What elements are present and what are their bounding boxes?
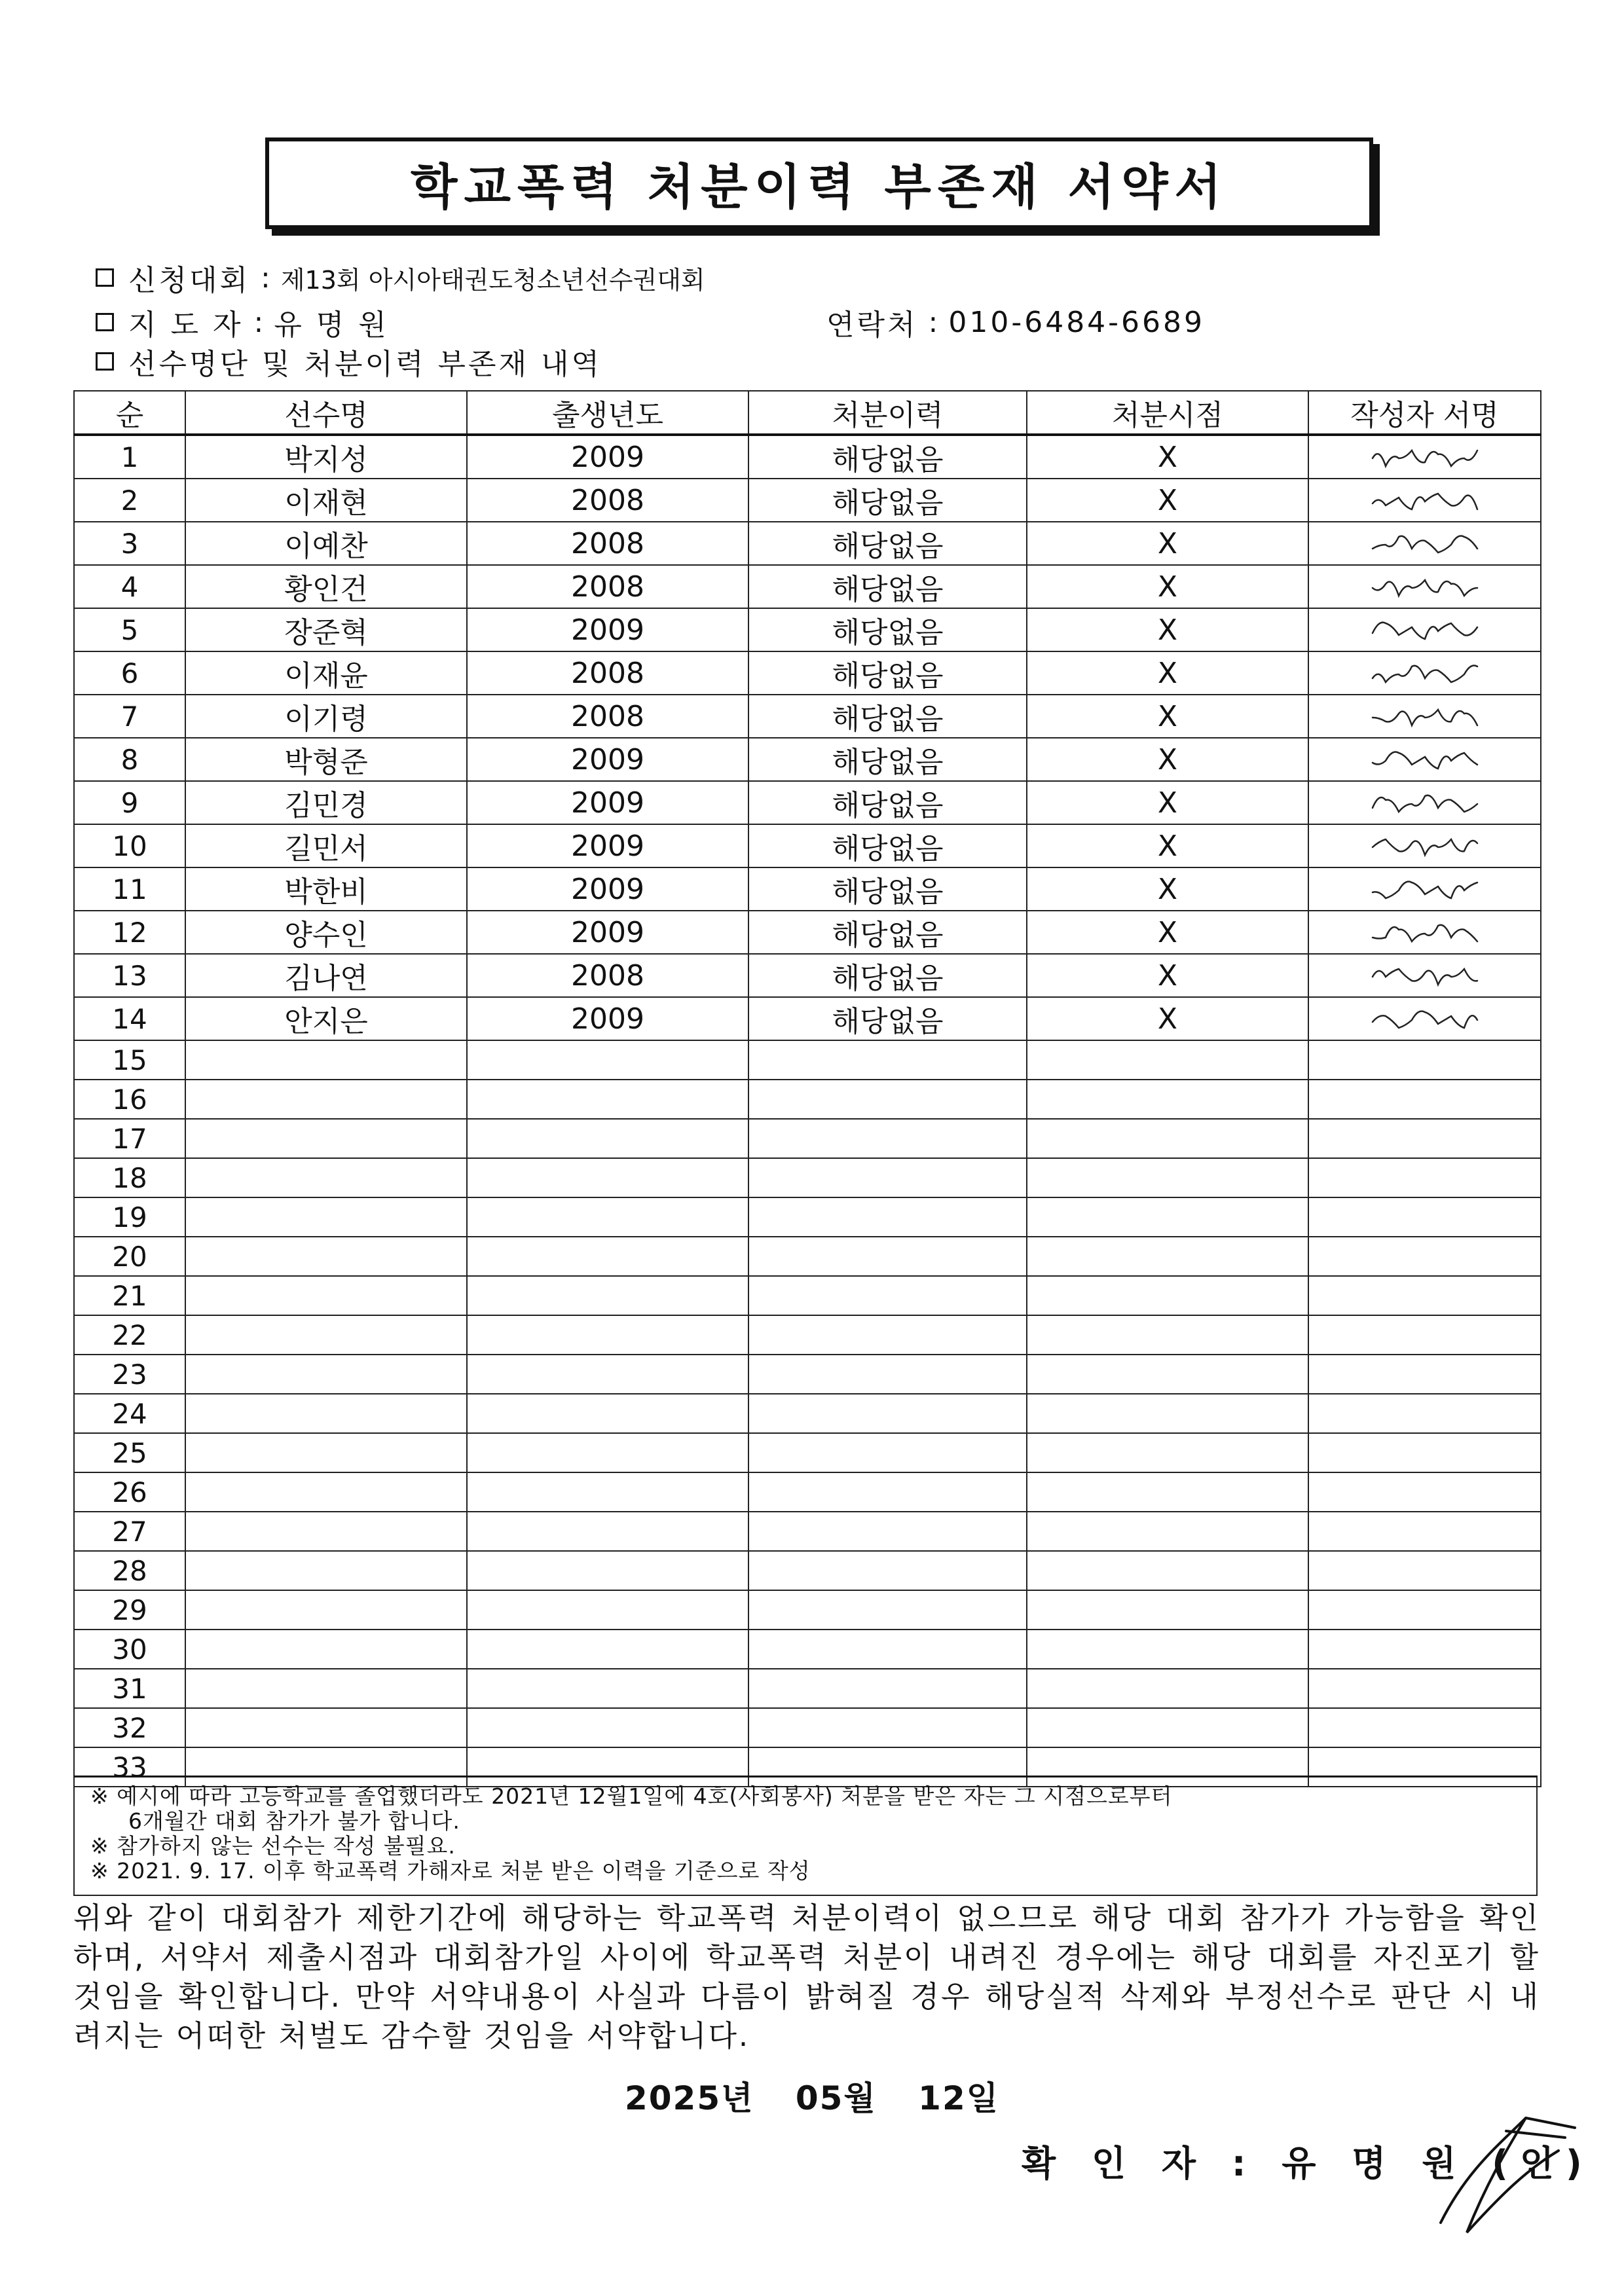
cell-no: 16 — [74, 1080, 185, 1119]
table-row — [74, 1158, 1541, 1197]
cell-disposition-time — [1027, 1315, 1308, 1355]
cell-signature — [1308, 1197, 1541, 1237]
cell-disposition-history — [748, 1080, 1027, 1119]
cell-disposition-time — [1027, 1512, 1308, 1551]
cell-birth-year — [467, 1158, 748, 1197]
cell-disposition-time: X — [1027, 954, 1308, 997]
cell-name — [185, 1276, 467, 1315]
cell-name — [185, 1512, 467, 1551]
table-row — [74, 1276, 1541, 1315]
table-row — [74, 1669, 1541, 1708]
cell-birth-year — [467, 1355, 748, 1394]
signature-scribble — [1359, 483, 1490, 517]
cell-no: 30 — [74, 1630, 185, 1669]
confirmer-label: 확 인 자 : — [1022, 2143, 1258, 2184]
cell-signature — [1308, 738, 1541, 781]
date-year: 2025년 — [624, 2079, 754, 2117]
cell-signature — [1308, 1472, 1541, 1512]
cell-disposition-history — [748, 1237, 1027, 1276]
note-line: 6개월간 대회 참가가 불가 합니다. — [128, 1808, 460, 1834]
signature-scribble — [1359, 440, 1490, 474]
cell-disposition-time — [1027, 1158, 1308, 1197]
cell-no: 25 — [74, 1433, 185, 1472]
document-title-box — [265, 137, 1373, 229]
cell-disposition-time — [1027, 1472, 1308, 1512]
cell-birth-year — [467, 1197, 748, 1237]
table-row — [74, 1551, 1541, 1590]
cell-no: 33 — [74, 1747, 185, 1787]
cell-disposition-history — [748, 1551, 1027, 1590]
cell-signature — [1308, 1080, 1541, 1119]
cell-no: 32 — [74, 1708, 185, 1747]
contact-line — [826, 301, 1205, 343]
cell-no: 23 — [74, 1355, 185, 1394]
cell-disposition-history — [748, 1276, 1027, 1315]
cell-disposition-time: X — [1027, 695, 1308, 738]
cell-no: 28 — [74, 1551, 185, 1590]
header-name: 선수명 — [185, 391, 467, 435]
cell-no: 4 — [74, 565, 185, 608]
cell-signature — [1308, 608, 1541, 651]
cell-signature — [1308, 1551, 1541, 1590]
cell-birth-year — [467, 1551, 748, 1590]
cell-disposition-time — [1027, 1197, 1308, 1237]
cell-signature — [1308, 651, 1541, 695]
cell-name — [185, 1394, 467, 1433]
table-header-row — [74, 391, 1541, 435]
signature-scribble — [1359, 786, 1490, 820]
table-row — [74, 695, 1541, 738]
table-row — [74, 1355, 1541, 1394]
cell-disposition-time — [1027, 1630, 1308, 1669]
cell-birth-year: 2008 — [467, 565, 748, 608]
table-row — [74, 738, 1541, 781]
cell-signature — [1308, 1355, 1541, 1394]
cell-birth-year — [467, 1119, 748, 1158]
cell-disposition-time: X — [1027, 781, 1308, 824]
cell-no: 11 — [74, 867, 185, 911]
cell-disposition-history: 해당없음 — [748, 435, 1027, 479]
signature-scribble — [1359, 570, 1490, 604]
cell-disposition-history: 해당없음 — [748, 522, 1027, 565]
cell-disposition-time: X — [1027, 479, 1308, 522]
cell-disposition-history: 해당없음 — [748, 824, 1027, 867]
cell-birth-year — [467, 1237, 748, 1276]
table-row — [74, 1512, 1541, 1551]
cell-birth-year: 2009 — [467, 997, 748, 1040]
signature-scribble — [1359, 958, 1490, 993]
cell-signature — [1308, 1433, 1541, 1472]
cell-signature — [1308, 1708, 1541, 1747]
cell-birth-year — [467, 1276, 748, 1315]
cell-name: 박한비 — [185, 867, 467, 911]
cell-disposition-time: X — [1027, 911, 1308, 954]
cell-birth-year: 2009 — [467, 738, 748, 781]
cell-disposition-history: 해당없음 — [748, 565, 1027, 608]
cell-no: 14 — [74, 997, 185, 1040]
note-line: ※ 예시에 따라 고등학교를 졸업했더라도 2021년 12월1일에 4호(사회봉사) 처분을 받은 자는 그 시점으로부터 — [90, 1783, 1173, 1809]
table-row — [74, 1119, 1541, 1158]
cell-signature — [1308, 479, 1541, 522]
table-row — [74, 565, 1541, 608]
cell-disposition-history — [748, 1197, 1027, 1237]
cell-disposition-time — [1027, 1040, 1308, 1080]
cell-signature — [1308, 911, 1541, 954]
cell-birth-year: 2008 — [467, 695, 748, 738]
cell-disposition-time — [1027, 1080, 1308, 1119]
cell-birth-year: 2009 — [467, 435, 748, 479]
cell-disposition-time — [1027, 1551, 1308, 1590]
cell-signature — [1308, 1394, 1541, 1433]
cell-disposition-time: X — [1027, 435, 1308, 479]
cell-name — [185, 1119, 467, 1158]
cell-disposition-time — [1027, 1276, 1308, 1315]
table-row — [74, 479, 1541, 522]
cell-birth-year — [467, 1590, 748, 1630]
cell-disposition-history: 해당없음 — [748, 608, 1027, 651]
header-signature: 작성자 서명 — [1308, 391, 1541, 435]
cell-signature — [1308, 1512, 1541, 1551]
notes-box — [73, 1776, 1538, 1896]
signature-scribble — [1359, 699, 1490, 733]
cell-disposition-time: X — [1027, 824, 1308, 867]
competition-line — [96, 257, 705, 299]
cell-signature — [1308, 695, 1541, 738]
cell-name: 장준혁 — [185, 608, 467, 651]
cell-birth-year: 2008 — [467, 479, 748, 522]
cell-no: 9 — [74, 781, 185, 824]
cell-no: 12 — [74, 911, 185, 954]
cell-name: 김민경 — [185, 781, 467, 824]
signature-scribble — [1359, 742, 1490, 776]
cell-name — [185, 1669, 467, 1708]
cell-no: 18 — [74, 1158, 185, 1197]
cell-name — [185, 1237, 467, 1276]
cell-no: 26 — [74, 1472, 185, 1512]
cell-signature — [1308, 1040, 1541, 1080]
cell-no: 10 — [74, 824, 185, 867]
table-row — [74, 997, 1541, 1040]
table-row — [74, 911, 1541, 954]
cell-no: 27 — [74, 1512, 185, 1551]
cell-disposition-history: 해당없음 — [748, 479, 1027, 522]
table-row — [74, 1315, 1541, 1355]
cell-name: 이재현 — [185, 479, 467, 522]
table-row — [74, 1472, 1541, 1512]
signature-scribble — [1359, 1002, 1490, 1036]
table-row — [74, 1040, 1541, 1080]
cell-name: 이재윤 — [185, 651, 467, 695]
cell-disposition-history: 해당없음 — [748, 954, 1027, 997]
roster-table — [73, 390, 1541, 1787]
table-row — [74, 1433, 1541, 1472]
table-row — [74, 1630, 1541, 1669]
table-row — [74, 1197, 1541, 1237]
cell-signature — [1308, 1315, 1541, 1355]
cell-no: 2 — [74, 479, 185, 522]
table-row — [74, 824, 1541, 867]
cell-disposition-time: X — [1027, 522, 1308, 565]
cell-birth-year — [467, 1669, 748, 1708]
checkbox-icon — [96, 313, 114, 331]
cell-signature — [1308, 1237, 1541, 1276]
handwritten-signature-stroke — [1428, 2092, 1585, 2242]
cell-birth-year: 2008 — [467, 651, 748, 695]
cell-disposition-history — [748, 1630, 1027, 1669]
cell-signature — [1308, 1630, 1541, 1669]
cell-name — [185, 1158, 467, 1197]
coach-label: 지 도 자 — [128, 308, 244, 342]
cell-disposition-time — [1027, 1590, 1308, 1630]
confirmer-name: 유 명 원 — [1282, 2143, 1468, 2184]
table-row — [74, 1080, 1541, 1119]
cell-disposition-history: 해당없음 — [748, 695, 1027, 738]
header-disposition-time: 처분시점 — [1027, 391, 1308, 435]
cell-no: 5 — [74, 608, 185, 651]
cell-name: 이기령 — [185, 695, 467, 738]
signature-scribble — [1359, 526, 1490, 560]
table-row — [74, 867, 1541, 911]
cell-name: 양수인 — [185, 911, 467, 954]
cell-birth-year: 2009 — [467, 824, 748, 867]
cell-disposition-time — [1027, 1119, 1308, 1158]
signature-scribble — [1359, 613, 1490, 647]
roster-label: 선수명단 및 처분이력 부존재 내역 — [128, 348, 602, 381]
cell-no: 24 — [74, 1394, 185, 1433]
cell-signature — [1308, 1276, 1541, 1315]
cell-signature — [1308, 824, 1541, 867]
cell-name: 길민서 — [185, 824, 467, 867]
signature-scribble — [1359, 915, 1490, 949]
cell-name — [185, 1630, 467, 1669]
cell-no: 8 — [74, 738, 185, 781]
coach-value: 유 명 원 — [274, 308, 389, 342]
cell-no: 22 — [74, 1315, 185, 1355]
cell-disposition-time: X — [1027, 608, 1308, 651]
cell-disposition-history: 해당없음 — [748, 738, 1027, 781]
checkbox-icon — [96, 352, 114, 371]
signature-scribble — [1359, 829, 1490, 863]
cell-disposition-time: X — [1027, 565, 1308, 608]
cell-birth-year — [467, 1512, 748, 1551]
cell-disposition-history — [748, 1394, 1027, 1433]
cell-birth-year — [467, 1040, 748, 1080]
cell-name — [185, 1315, 467, 1355]
cell-disposition-history — [748, 1158, 1027, 1197]
cell-name: 안지은 — [185, 997, 467, 1040]
cell-birth-year: 2008 — [467, 522, 748, 565]
colon: : — [261, 261, 270, 295]
competition-label: 신청대회 — [128, 264, 251, 297]
cell-disposition-history: 해당없음 — [748, 867, 1027, 911]
cell-signature — [1308, 565, 1541, 608]
cell-name — [185, 1080, 467, 1119]
cell-name — [185, 1551, 467, 1590]
header-disposition-history: 처분이력 — [748, 391, 1027, 435]
cell-no: 21 — [74, 1276, 185, 1315]
contact-label: 연락처 — [826, 308, 918, 342]
roster-line — [96, 340, 602, 382]
cell-disposition-time: X — [1027, 738, 1308, 781]
checkbox-icon — [96, 268, 114, 287]
cell-birth-year — [467, 1708, 748, 1747]
table-row — [74, 954, 1541, 997]
table-row — [74, 1590, 1541, 1630]
cell-name — [185, 1040, 467, 1080]
cell-disposition-time: X — [1027, 867, 1308, 911]
cell-signature — [1308, 1158, 1541, 1197]
cell-name — [185, 1433, 467, 1472]
table-row — [74, 608, 1541, 651]
cell-birth-year — [467, 1472, 748, 1512]
cell-disposition-history: 해당없음 — [748, 651, 1027, 695]
competition-value: 제13회 아시아태권도청소년선수권대회 — [280, 265, 705, 295]
cell-birth-year — [467, 1315, 748, 1355]
cell-name — [185, 1197, 467, 1237]
header-no: 순 — [74, 391, 185, 435]
cell-disposition-history — [748, 1512, 1027, 1551]
table-row — [74, 1708, 1541, 1747]
signature-scribble — [1359, 656, 1490, 690]
cell-no: 20 — [74, 1237, 185, 1276]
cell-signature — [1308, 1590, 1541, 1630]
cell-name: 박지성 — [185, 435, 467, 479]
cell-signature — [1308, 781, 1541, 824]
cell-birth-year: 2009 — [467, 781, 748, 824]
cell-birth-year — [467, 1630, 748, 1669]
cell-name: 김나연 — [185, 954, 467, 997]
cell-birth-year: 2009 — [467, 911, 748, 954]
cell-signature — [1308, 435, 1541, 479]
cell-name: 이예찬 — [185, 522, 467, 565]
cell-no: 17 — [74, 1119, 185, 1158]
cell-name — [185, 1355, 467, 1394]
cell-signature — [1308, 1669, 1541, 1708]
pledge-text: 위와 같이 대회참가 제한기간에 해당하는 학교폭력 처분이력이 없으므로 해당 대회 참가가 가능함을 확인하며, 서약서 제출시점과 대회참가일 사이에 학교폭력 처분이 내려진 경우에는 해당 대회를 자진포기 할 것임을 확인합니다. 만약 서약내용이 사실과 다름이 밝혀질 경우 해당실적 삭제와 부정선수로 판단 시 내려지는 어떠한 처벌도 감수할 것임을 서약합니다. — [73, 1901, 1540, 2053]
cell-birth-year: 2009 — [467, 608, 748, 651]
signature-scribble — [1359, 872, 1490, 906]
cell-disposition-history — [748, 1708, 1027, 1747]
cell-disposition-history — [748, 1590, 1027, 1630]
cell-birth-year — [467, 1394, 748, 1433]
cell-disposition-time — [1027, 1669, 1308, 1708]
cell-disposition-time — [1027, 1433, 1308, 1472]
date-day: 12일 — [918, 2079, 1000, 2117]
colon: : — [928, 305, 938, 339]
cell-disposition-history — [748, 1355, 1027, 1394]
cell-disposition-time: X — [1027, 997, 1308, 1040]
cell-disposition-time — [1027, 1355, 1308, 1394]
document-title: 학교폭력 처분이력 부존재 서약서 — [410, 159, 1228, 215]
cell-signature — [1308, 522, 1541, 565]
contact-value: 010-6484-6689 — [948, 305, 1206, 339]
cell-disposition-time: X — [1027, 651, 1308, 695]
cell-no: 7 — [74, 695, 185, 738]
cell-signature — [1308, 867, 1541, 911]
cell-no: 29 — [74, 1590, 185, 1630]
cell-birth-year — [467, 1433, 748, 1472]
cell-name: 박형준 — [185, 738, 467, 781]
cell-disposition-history — [748, 1669, 1027, 1708]
table-row — [74, 781, 1541, 824]
cell-signature — [1308, 954, 1541, 997]
cell-no: 13 — [74, 954, 185, 997]
cell-signature — [1308, 997, 1541, 1040]
cell-birth-year: 2009 — [467, 867, 748, 911]
cell-disposition-history — [748, 1040, 1027, 1080]
note-line: ※ 2021. 9. 17. 이후 학교폭력 가해자로 처분 받은 이력을 기준으로 작성 — [90, 1858, 811, 1884]
cell-name — [185, 1708, 467, 1747]
date-month: 05월 — [795, 2079, 877, 2117]
cell-disposition-history: 해당없음 — [748, 911, 1027, 954]
coach-line — [96, 301, 389, 343]
date-line — [0, 2072, 1624, 2119]
table-row — [74, 522, 1541, 565]
cell-disposition-history — [748, 1315, 1027, 1355]
cell-name — [185, 1472, 467, 1512]
cell-no: 31 — [74, 1669, 185, 1708]
seal-mark: (인) — [1492, 2143, 1594, 2184]
cell-no: 1 — [74, 435, 185, 479]
note-line: ※ 참가하지 않는 선수는 작성 불필요. — [90, 1833, 456, 1859]
cell-no: 15 — [74, 1040, 185, 1080]
cell-disposition-history — [748, 1433, 1027, 1472]
cell-no: 6 — [74, 651, 185, 695]
cell-disposition-time — [1027, 1394, 1308, 1433]
cell-birth-year: 2008 — [467, 954, 748, 997]
table-row — [74, 1394, 1541, 1433]
cell-disposition-history — [748, 1119, 1027, 1158]
cell-no: 19 — [74, 1197, 185, 1237]
table-row — [74, 1237, 1541, 1276]
cell-disposition-time — [1027, 1708, 1308, 1747]
cell-disposition-history: 해당없음 — [748, 997, 1027, 1040]
table-row — [74, 435, 1541, 479]
cell-signature — [1308, 1119, 1541, 1158]
cell-disposition-time — [1027, 1237, 1308, 1276]
cell-no: 3 — [74, 522, 185, 565]
cell-disposition-history — [748, 1472, 1027, 1512]
cell-name — [185, 1590, 467, 1630]
header-birth-year: 출생년도 — [467, 391, 748, 435]
colon: : — [253, 305, 264, 339]
cell-disposition-history: 해당없음 — [748, 781, 1027, 824]
table-row — [74, 651, 1541, 695]
cell-name: 황인건 — [185, 565, 467, 608]
cell-birth-year — [467, 1080, 748, 1119]
